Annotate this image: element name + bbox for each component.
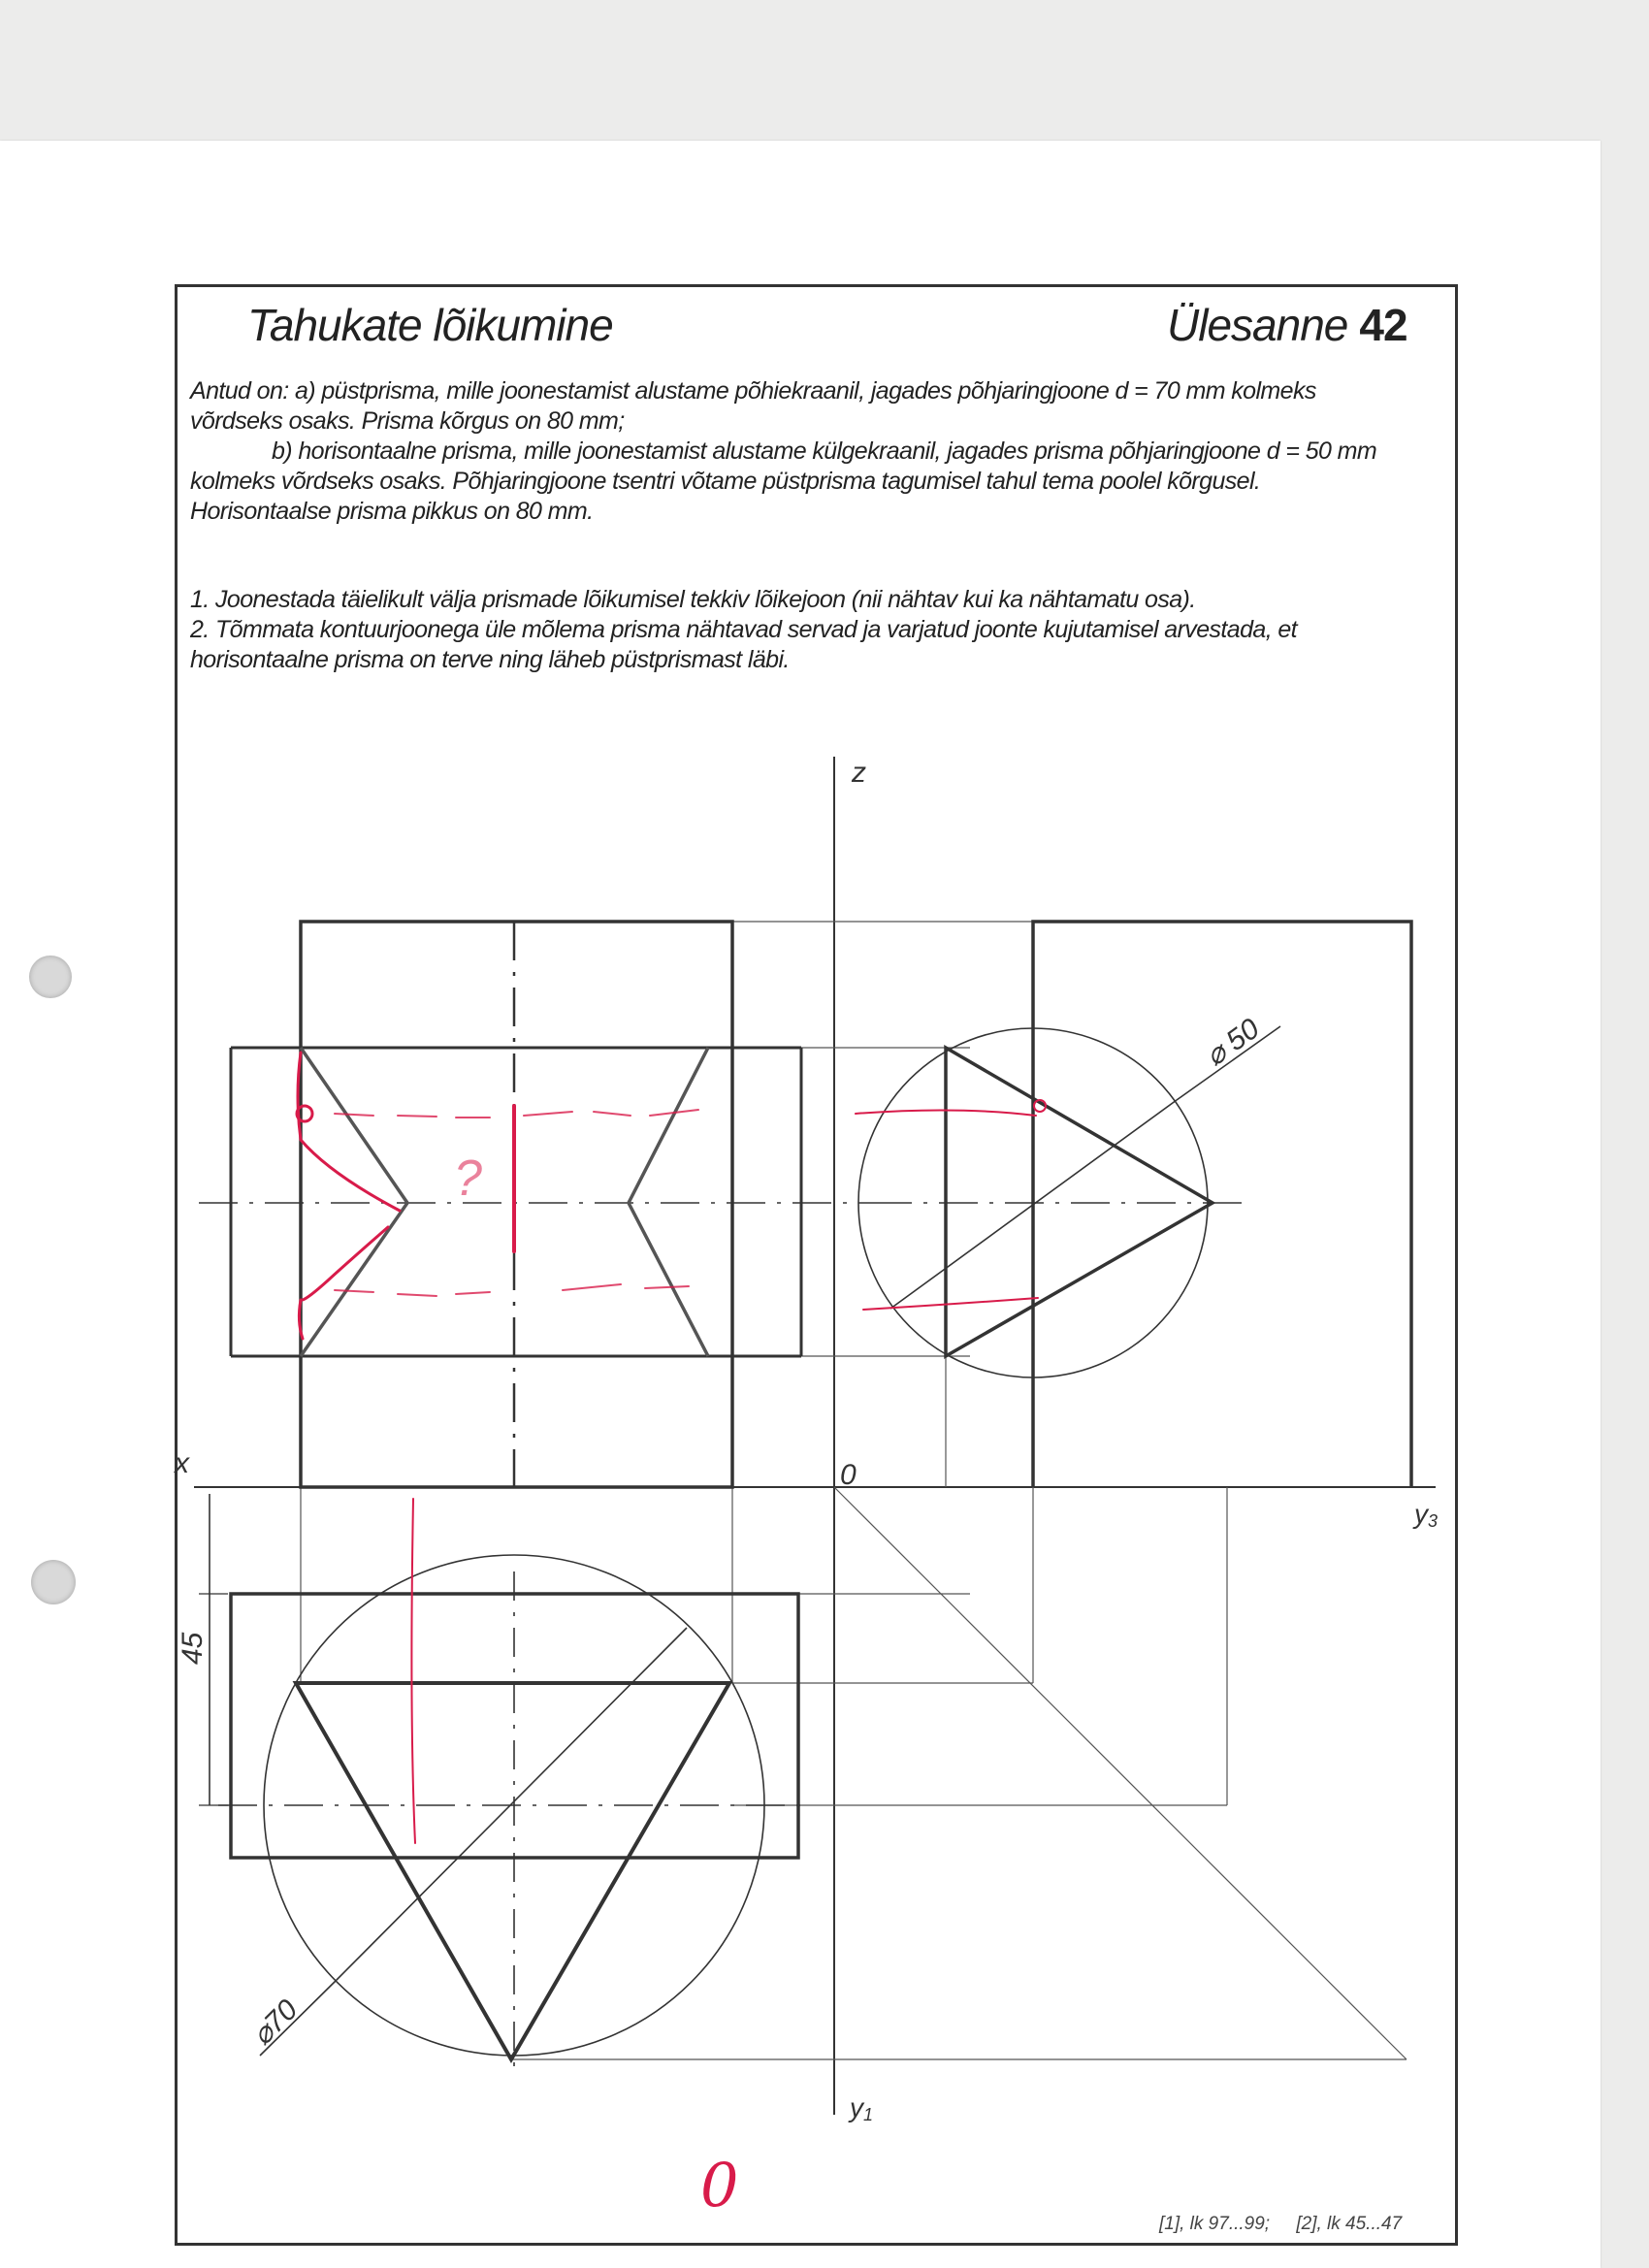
front-view [199, 922, 873, 1487]
given-line-b3: Horisontaalse prisma pikkus on 80 mm. [190, 498, 594, 525]
dim-70-label: ⌀70 [245, 1993, 305, 2052]
task-number: 42 [1359, 300, 1407, 350]
reference-1: [1], lk 97...99; [1159, 2214, 1271, 2234]
axis-y3-sub: 3 [1428, 1511, 1439, 1531]
question-mark: ? [454, 1150, 482, 1207]
reference-2: [2], lk 45...47 [1296, 2214, 1403, 2234]
axis-x-label: x [175, 1447, 189, 1479]
axis-y3-letter: y [1414, 1499, 1428, 1529]
task-2b: horisontaalne prisma on terve ning läheb püstprismast läbi. [190, 646, 790, 673]
dim-70-leader [337, 1628, 687, 1980]
axis-y3-label [1412, 1499, 1438, 1531]
top-view [199, 1494, 800, 2066]
task-label: Ülesanne [1167, 300, 1348, 350]
axis-y1-sub: 1 [863, 2105, 874, 2124]
page-title: Tahukate lõikumine [247, 300, 613, 350]
axes [194, 757, 1439, 2115]
given-line-a: Antud on: a) püstprisma, mille joonestamist alustame põhiekraanil, jagades põhjaringjoone d = 70 mm kolmeks [190, 377, 1316, 405]
vertical-prism-outline [301, 922, 732, 1487]
references [1159, 2214, 1423, 2235]
given-line-b: b) horisontaalne prisma, mille joonestamist alustame külgekraanil, jagades prisma põhjaringjoone d = 50 mm [272, 437, 1377, 465]
side-view [858, 922, 1411, 1487]
dim-50-label: ⌀ 50 [1199, 1012, 1266, 1073]
axis-origin-label: 0 [840, 1459, 857, 1491]
axis-y1-letter: y [850, 2092, 863, 2122]
task-2: 2. Tõmmata kontuurjoonega üle mõlema prisma nähtavad servad ja varjatud joonte kujutamisel arvestada, et [190, 616, 1298, 643]
given-line-a2: võrdseks osaks. Prisma kõrgus on 80 mm; [190, 407, 625, 435]
dim-45-label: 45 [177, 1632, 209, 1665]
axis-y1-label [848, 2092, 873, 2124]
red-pen-marks [297, 1053, 1046, 1843]
task-1: 1. Joonestada täielikult välja prismade lõikumisel tekkiv lõikejoon (nii nähtav kui ka nähtamatu osa). [190, 586, 1196, 613]
given-line-b2: kolmeks võrdseks osaks. Põhjaringjoone tsentri võtame püstprisma tagumisel tahul tema poolel kõrgusel. [190, 468, 1261, 495]
horizontal-prism-triangle [946, 1048, 1212, 1356]
handwritten-grade: 0 [700, 2150, 739, 2220]
axis-z-label: z [852, 757, 866, 789]
